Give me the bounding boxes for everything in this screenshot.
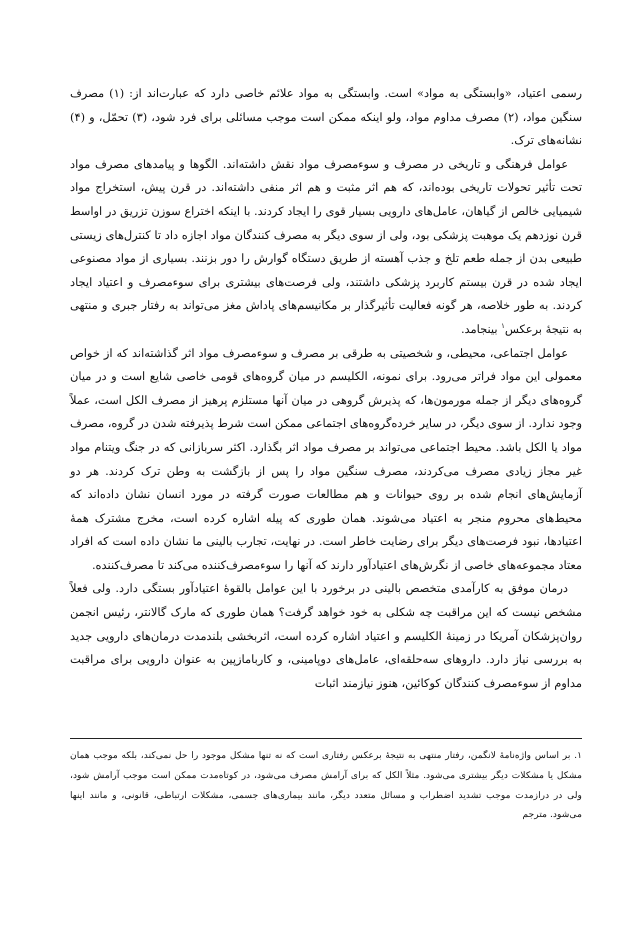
- paragraph-2-text: عوامل فرهنگی و تاریخی در مصرف و سوء‌مصرف مواد نقش داشته‌اند. الگوها و پیامدهای مصرف مواد تحت تأثیر تحولات تاریخی بوده‌اند، که هم اثر مثبت و هم اثر منفی داشته‌اند. در قرن پیش، استخراج مواد شیمیایی خالص از گیاهان، عامل‌های دارویی بسیار قوی را ایجاد کردند. با اینکه اختراع سوزن تزریق در اواسط قرن نوزدهم یک موهبت پزشکی بود، ولی از سوی دیگر به مصرف کنندگان مواد اجازه داد تا کنترل‌های زیستی طبیعی بدن از جمله طعم تلخ و جذب آهسته از طریق دستگاه گوارش را دور بزنند. بسیاری از مواد مصنوعی ایجاد شده در قرن بیستم کاربرد پزشکی داشتند، ولی فرصت‌های بیشتری برای سوء‌مصرف و اعتیاد ایجاد کردند. به طور خلاصه، هر گونه فعالیت تأثیرگذار بر مکانیسم‌های پاداش مغز می‌تواند به رفتار جبری و منتهی به نتیجهٔ برعکس: [70, 156, 582, 336]
- paragraph-1: [70, 82, 582, 153]
- paragraph-4: [70, 577, 582, 695]
- footnote-divider: [70, 738, 582, 739]
- paragraph-3-text: عوامل اجتماعی، محیطی، و شخصیتی به طرقی بر مصرف و سوء‌مصرف مواد اثر گذاشته‌اند که از خواص معمولی این مواد فراتر می‌رود. برای نمونه، الکلیسم در میان گروه‌های قومی خاصی شایع است و در میان گروه‌های دیگر از جمله مورمون‌ها، که پذیرش گروهی در میان آنها مستلزم پرهیز از مصرف الکل است، عملاً وجود ندارد. از سوی دیگر، در سایر خرده‌گروه‌های اجتماعی ممکن است شرط پذیرفته شدن در گروه، مصرف مواد یا الکل باشد. محیط اجتماعی می‌تواند بر مصرف مواد اثر بگذارد. اکثر سربازانی که در جنگ ویتنام مواد غیر مجاز زیادی مصرف می‌کردند، مصرف سنگین مواد را پس از بازگشت به وطن ترک کردند. هر دو آزمایش‌های انجام شده بر روی حیوانات و هم مطالعات صورت گرفته در مورد انسان نشان داده‌اند که محیط‌های محروم منجر به اعتیاد می‌شوند. همان طوری که پیله اشاره کرده است، مخرج مشترک همهٔ اعتیادها، نبود فرصت‌های دیگر برای رضایت خاطر است. در نهایت، تجارب بالینی ما نشان داده است که افراد معتاد مجموعه‌های خاصی از نگرش‌های اعتیادآور دارند که آنها را سوء‌مصرف‌کننده می‌کند تا مصرف‌کننده.: [70, 345, 582, 572]
- paragraph-1-text: رسمی اعتیاد، «وابستگی به مواد» است. وابستگی به مواد علائم خاصی دارد که عبارت‌اند از: (۱) مصرف سنگین مواد، (۲) مصرف مداوم مواد، ولو اینکه ممکن است موجب مسائلی برای فرد شود، (۳) تحمّل، و (۴) نشانه‌های ترک.: [70, 86, 582, 148]
- paragraph-2: [70, 153, 582, 342]
- footnote-1-text: ۱. بر اساس واژه‌نامهٔ لانگمن، رفتار منتهی به نتیجهٔ برعکس رفتاری است که نه تنها مشکل موجود را حل نمی‌کند، بلکه موجب همان مشکل یا مشکلات دیگر بیشتری می‌شود. مثلاً الکل که برای آرامش مصرف می‌شود، در کوتاه‌مدت ممکن است موجب آرامش شود، ولی در درازمدت موجب تشدید اضطراب و مسائل متعدد دیگر، مانند بیماری‌های جسمی، مشکلات ارتباطی، قانونی، و مانند اینها می‌شود. مترجم: [70, 750, 582, 821]
- footnote-reference[interactable]: ۱: [501, 322, 505, 331]
- paragraph-2-text-end: بینجامد.: [460, 321, 502, 336]
- paragraph-3: [70, 342, 582, 578]
- footnotes: [70, 746, 582, 825]
- paragraph-4-text: درمان موفق به کارآمدی متخصص بالینی در برخورد با این عوامل بالقوهٔ اعتیادآور بستگی دارد. ولی فعلاً مشخص نیست که این مراقبت چه شکلی به خود خواهد گرفت؟ همان طوری که مارک گالانتر، رئیس انجمن روان‌پزشکان آمریکا در زمینهٔ الکلیسم و اعتیاد اشاره کرده است، اثربخشی بلندمدت درمان‌های دارویی جدید به بررسی نیاز دارد. داروهای سه‌حلقه‌ای، عامل‌های دوپامینی، و کاربامازپین به عنوان دارویی برای مراقبت مداوم از سوء‌مصرف کنندگان کوکائین، هنوز نیازمند اثبات: [70, 581, 582, 690]
- footnote-1: [70, 746, 582, 825]
